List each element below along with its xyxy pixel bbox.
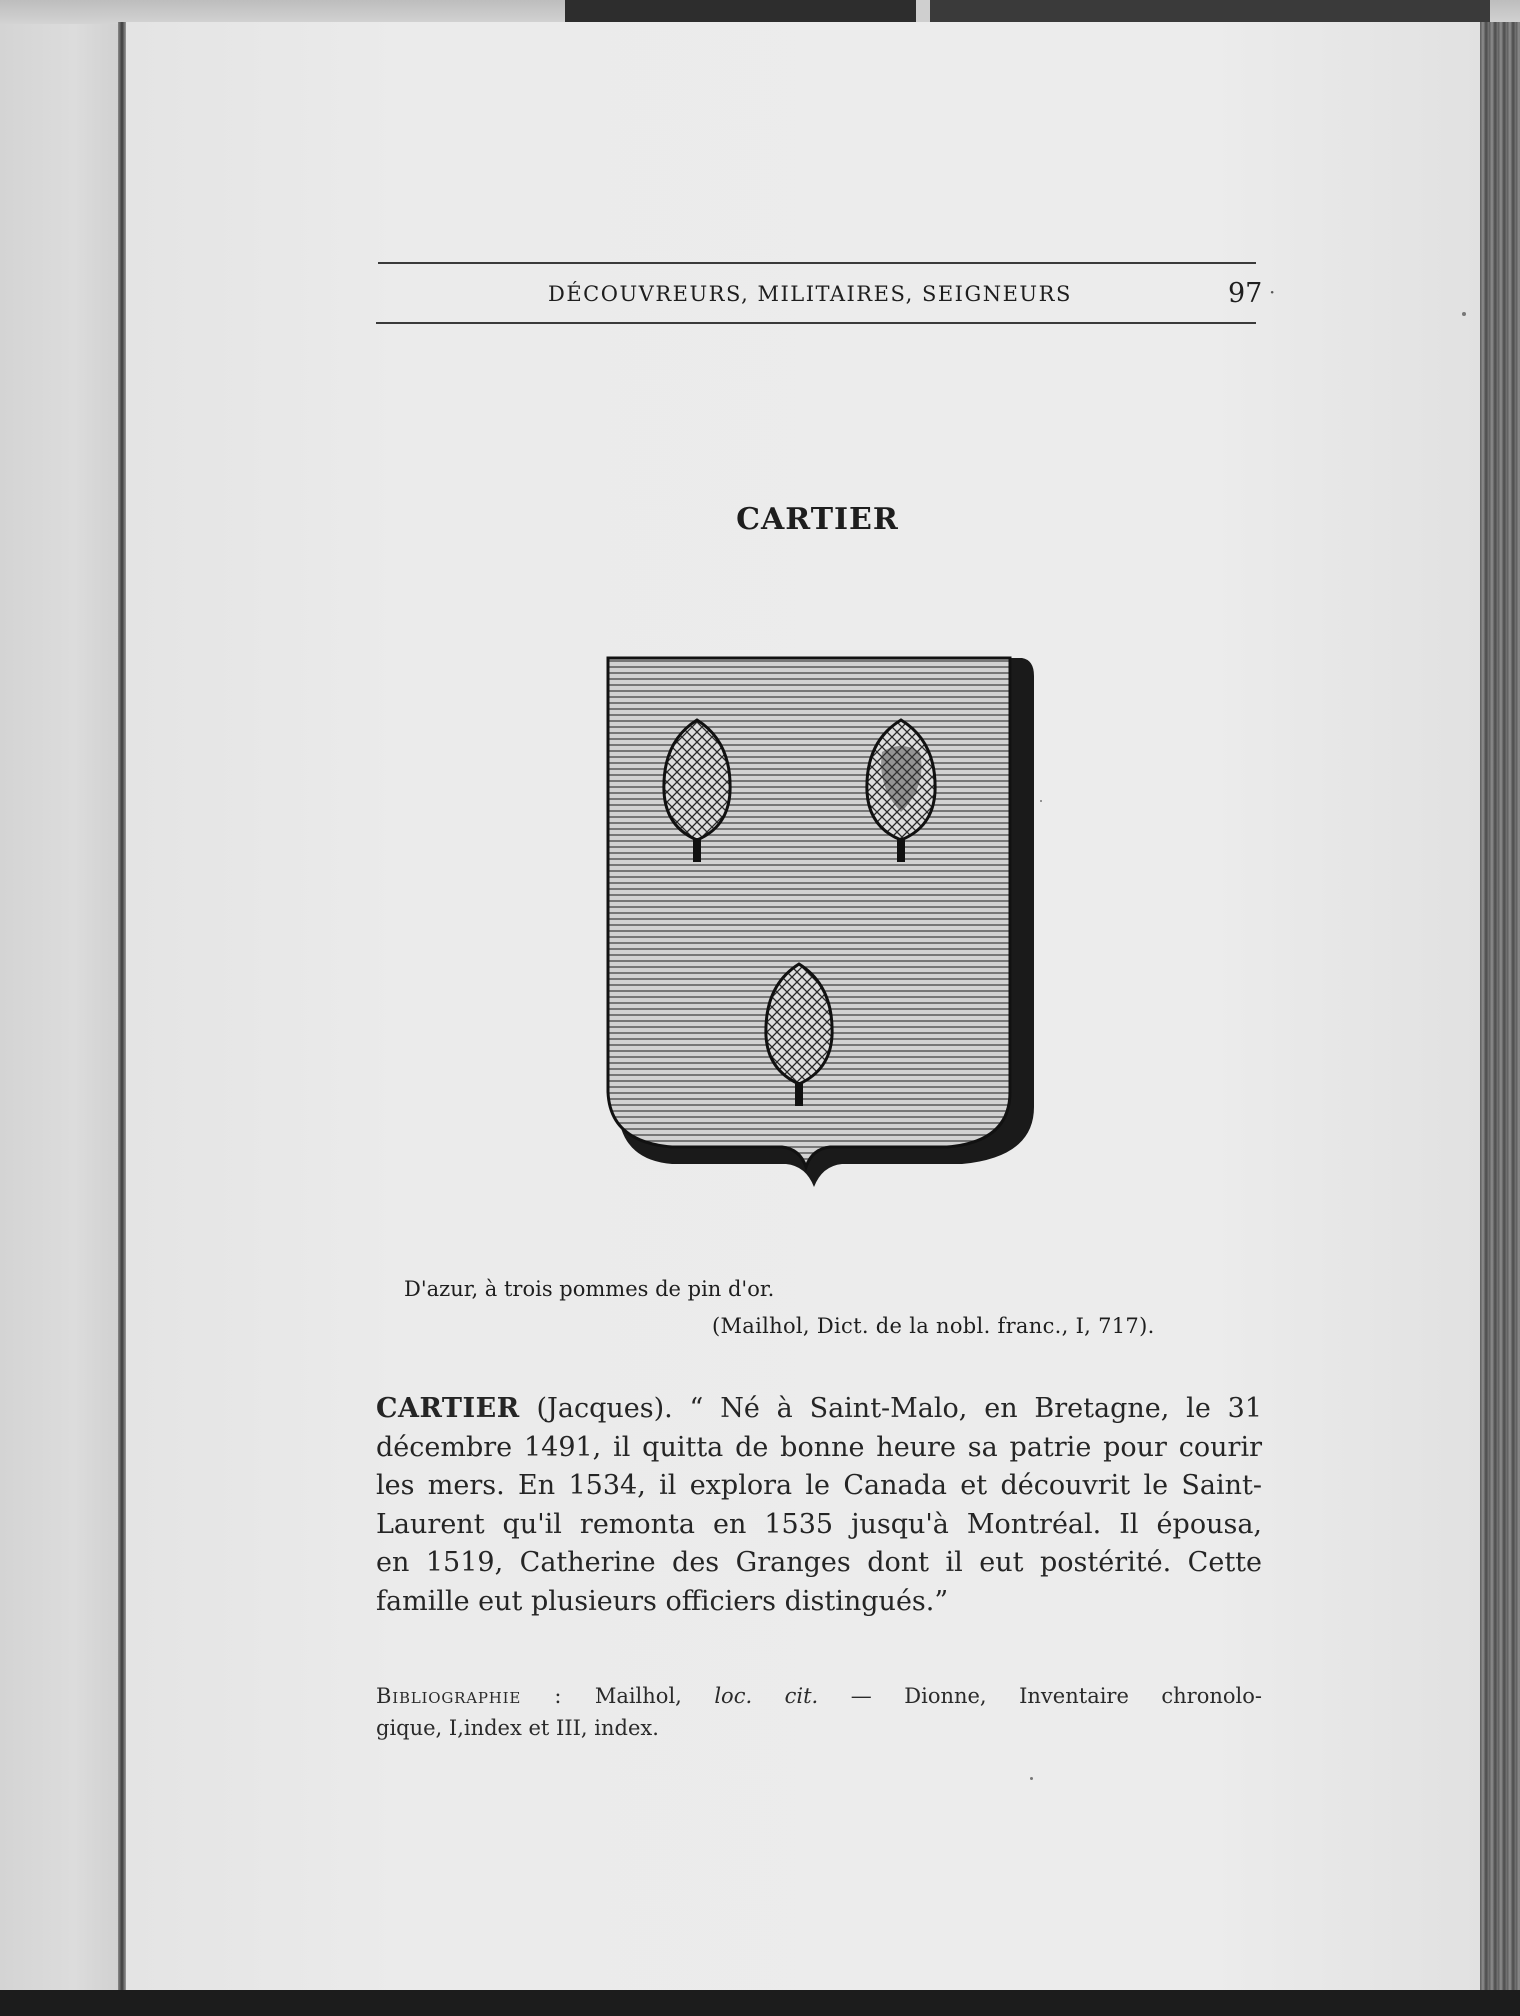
scan-bottom-border [0,1990,1520,2016]
scan-speck [1040,800,1042,802]
page-number: 97 [1228,278,1263,309]
running-head: DÉCOUVREURS, MILITAIRES, SEIGNEURS [548,282,1072,306]
bibliography-line-2: gique, I,index et III, index. [376,1716,659,1740]
entry-line-3: les mers. En 1534, il explora le Canada et découvrit le Saint- [376,1470,1262,1501]
bibliography [376,1680,1262,1744]
entry-line-4: Laurent qu'il remonta en 1535 jusqu'à Montréal. Il épousa, [376,1508,1262,1540]
entry-body [376,1390,1262,1621]
scan-top-shadow [565,0,925,22]
header-rule-top [378,262,1256,264]
entry-name: CARTIER [376,1393,520,1424]
page-number-mark: · [1269,280,1276,304]
page-stack-edges [1480,22,1520,1997]
scan-top-shadow-right [930,0,1490,22]
scan-top-gap [916,0,930,22]
scan-speck [1030,1777,1033,1780]
scan-speck [1462,312,1466,316]
bibliography-text-b: — Dionne, Inventaire chronolo- [818,1684,1262,1708]
bibliography-line-1 [376,1680,1262,1712]
entry-title: CARTIER [736,502,899,537]
entry-line-5: en 1519, Catherine des Granges dont il eut postérité. Cette [376,1547,1262,1578]
entry-line-1 [376,1390,1262,1429]
entry-line-1-text: (Jacques). “ Né à Saint-Malo, en Bretagne, le 31 [519,1393,1262,1424]
facing-page-edge [0,0,124,2016]
book-gutter [118,22,126,1997]
bibliography-label: Bibliographie : [376,1684,563,1708]
blazon-source: (Mailhol, Dict. de la nobl. franc., I, 717). [712,1314,1155,1338]
bibliography-loc-cit: loc. cit. [714,1684,819,1708]
blazon-text: D'azur, à trois pommes de pin d'or. [404,1277,775,1301]
entry-line-6: famille eut plusieurs officiers distingués.” [376,1585,949,1617]
coat-of-arms [602,652,1034,1192]
entry-line-2: décembre 1491, il quitta de bonne heure sa patrie pour courir [376,1431,1262,1463]
header-rule-bottom [376,322,1256,324]
bibliography-text-a: Mailhol, [562,1684,715,1708]
